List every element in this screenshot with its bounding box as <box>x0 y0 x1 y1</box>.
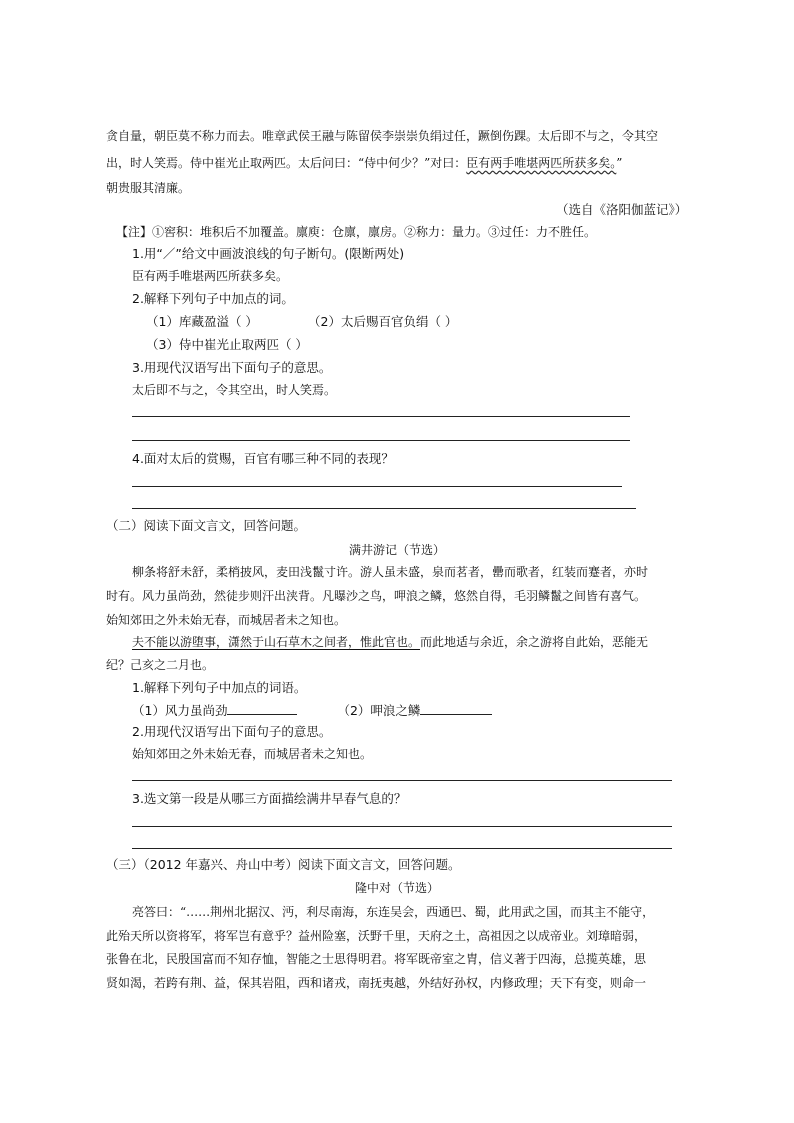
answer-line <box>132 848 672 849</box>
answer-blank <box>227 702 297 715</box>
passage-line <box>106 155 622 171</box>
question-1-items <box>132 702 492 719</box>
question-2: 2.解释下列句子中加点的词。 <box>132 291 294 306</box>
question-1: 1.解释下列句子中加点的词语。 <box>132 680 307 695</box>
question-1: 1.用“／”给文中画波浪线的句子断句。(限断两处) <box>132 246 405 261</box>
answer-line <box>132 440 630 441</box>
question-2-item-b: （2）太后赐百官负绢（ ） <box>308 314 458 329</box>
passage-line: 贤如渴，若跨有荆、益，保其岩阻，西和诸戎，南抚夷越，外结好孙权，内修政理；天下有变，则命一 <box>106 976 647 990</box>
passage-text: 出，时人笑焉。侍中崔光止取两匹。太后问曰：“侍中何少？”对曰： <box>106 156 467 170</box>
source-citation: （选自《洛阳伽蓝记》） <box>556 202 688 217</box>
question-2-sentence: 始知郊田之外未始无春，而城居者未之知也。 <box>132 747 373 761</box>
passage-text: 而此地适与余近，余之游将自此始，恶能无 <box>420 635 649 649</box>
section-title: 隆中对（节选） <box>354 881 439 895</box>
wavy-underlined-sentence: 臣有两手唯堪两匹所获多矣。 <box>466 156 617 170</box>
answer-line <box>132 508 636 509</box>
question-2: 2.用现代汉语写出下面句子的意思。 <box>132 724 332 739</box>
quote-close: ” <box>616 156 623 170</box>
section-heading: （三）（2012 年嘉兴、舟山中考）阅读下面文言文，回答问题。 <box>106 857 461 872</box>
passage-line: 纪？己亥之二月也。 <box>106 658 215 672</box>
underlined-sentence: 夫不能以游堕事，潇然于山石草木之间者，惟此官也。 <box>132 635 421 649</box>
answer-blank <box>420 702 492 715</box>
question-1-item-b: （2）呷浪之鳞 <box>337 703 421 718</box>
passage-line: 柳条将舒未舒，柔梢披风，麦田浅鬣寸许。游人虽未盛，泉而茗者，罍而歌者，红装而蹇者，亦时 <box>132 565 649 579</box>
question-3-sentence: 太后即不与之，令其空出，时人笑焉。 <box>132 383 337 397</box>
passage-line: 贪自量，朝臣莫不称力而去。唯章武侯王融与陈留侯李崇崇负绢过任，蹶倒伤踝。太后即不与之，令其空 <box>106 129 659 143</box>
passage-line: 朝贵服其清廉。 <box>106 181 191 195</box>
question-2-item-c: （3）侍中崔光止取两匹（ ） <box>146 337 308 352</box>
question-2-item-a: （1）库藏盈溢（ ） <box>146 314 258 329</box>
answer-line <box>132 416 630 417</box>
passage-line: 张鲁在北，民殷国富而不知存恤，智能之士思得明君。将军既帝室之胄，信义著于四海，总揽英雄，思 <box>106 952 647 966</box>
passage-line: 亮答曰：“……荆州北据汉、沔，利尽南海，东连吴会，西通巴、蜀，此用武之国，而其主不能守， <box>132 905 655 919</box>
question-3: 3.用现代汉语写出下面句子的意思。 <box>132 360 332 375</box>
passage-line: 此殆天所以资将军，将军岂有意乎？益州险塞，沃野千里，天府之土，高祖因之以成帝业。刘璋暗弱， <box>106 929 647 943</box>
passage-line: 始知郊田之外未始无春，而城居者未之知也。 <box>106 613 347 627</box>
answer-line <box>132 826 672 827</box>
question-4: 4.面对太后的赏赐，百官有哪三种不同的表现？ <box>132 451 394 466</box>
question-1-item-a: （1）风力虽尚劲 <box>132 703 228 718</box>
passage-line: 时有。风力虽尚劲，然徒步则汗出浃背。凡曝沙之鸟，呷浪之鳞，悠然自得，毛羽鳞鬣之间皆有喜气。 <box>106 589 647 603</box>
passage-line <box>132 634 648 650</box>
answer-line <box>132 780 672 781</box>
section-heading: （二）阅读下面文言文，回答问题。 <box>106 518 307 533</box>
annotation-note: 【注】①窖积：堆积后不加覆盖。廪庾：仓廪，廪房。②称力：量力。③过任：力不胜任。 <box>116 225 597 239</box>
question-3: 3.选文第一段是从哪三方面描绘满井早春气息的？ <box>132 791 407 806</box>
section-title: 满井游记（节选） <box>348 543 445 557</box>
answer-line <box>132 486 622 487</box>
question-1-sentence: 臣有两手唯堪两匹所获多矣。 <box>132 269 289 283</box>
